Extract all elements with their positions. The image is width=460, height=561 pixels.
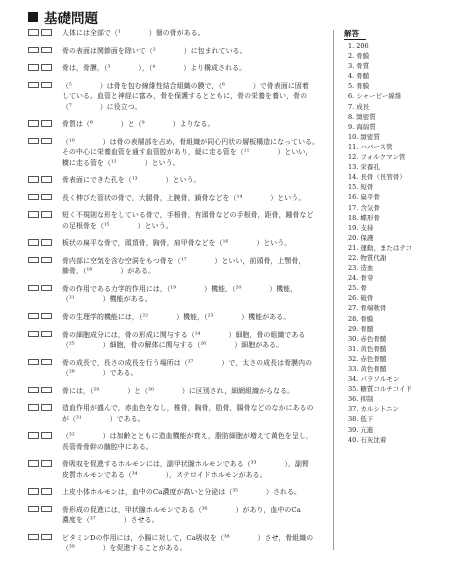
question-item <box>28 386 332 396</box>
question-text: 骨表面にできた孔を（¹³ ）という。 <box>62 176 201 185</box>
checkbox-icon[interactable] <box>41 239 52 246</box>
answer-item: 12. フォルクマン管 <box>348 153 406 162</box>
checkbox-icon[interactable] <box>28 47 39 54</box>
answer-item: 30. 赤色骨髄 <box>348 334 387 343</box>
question-text: 短く不規則な形をしている骨で，手根骨，有頭骨などの手根骨，距骨，踵骨など <box>62 211 314 220</box>
answer-item: 28. 骨膜 <box>348 314 374 323</box>
answer-item: 4. 骨髄 <box>348 72 370 81</box>
question-text: 骨の表面は関節面を除いて（² ）に包まれている。 <box>62 46 247 55</box>
answer-item: 36. 抑制 <box>348 395 374 404</box>
checkbox-icon[interactable] <box>28 387 39 394</box>
question-text: （⁷ ）に役立つ。 <box>62 102 142 111</box>
answer-item: 8. 緻密質 <box>348 112 376 121</box>
checkbox-icon[interactable] <box>28 239 39 246</box>
question-text: の足根骨を（¹⁵ ）という。 <box>62 221 173 230</box>
checkbox-icon[interactable] <box>41 29 52 36</box>
answer-item: 22. 物質代謝 <box>348 253 387 262</box>
answer-item: 31. 黄色骨髄 <box>348 344 387 353</box>
checkbox-icon[interactable] <box>41 211 52 218</box>
question-text: 骨の成長で，長さの成長を行う場所は（²⁷ ）で，太さの成長は骨膜内の <box>62 358 313 367</box>
checkbox-icon[interactable] <box>28 359 39 366</box>
check-boxes <box>28 29 52 36</box>
answers-list <box>348 41 412 445</box>
check-boxes <box>28 194 52 201</box>
question-text: 板状の扁平な骨で，頭頂骨，胸骨，肩甲骨などを（¹⁶ ）という。 <box>62 239 292 248</box>
check-boxes <box>28 64 52 71</box>
question-item <box>28 63 332 73</box>
question-text: 人体には全部で（¹ ）個の骨がある。 <box>62 29 205 37</box>
question-item <box>28 358 332 379</box>
question-list <box>28 28 332 561</box>
question-text: 皮質ホルモンである（³⁴ ），ステロイドホルモンがある。 <box>62 470 267 479</box>
checkbox-icon[interactable] <box>28 29 39 36</box>
question-text: （³² ）は加齢とともに造血機能が衰え，脂肪細胞が増えて黄色を呈し， <box>62 432 313 441</box>
checkbox-icon[interactable] <box>28 211 39 218</box>
check-boxes <box>28 47 52 54</box>
checkbox-icon[interactable] <box>28 120 39 127</box>
question-item <box>28 459 332 480</box>
question-text: している。血管と神経に富み，骨を保護するとともに，骨の栄養を養い，骨の <box>62 92 308 101</box>
check-boxes <box>28 211 52 218</box>
checkbox-icon[interactable] <box>41 257 52 264</box>
checkbox-icon[interactable] <box>41 506 52 513</box>
answer-item: 37. カルシトニン <box>348 405 399 414</box>
checkbox-icon[interactable] <box>28 534 39 541</box>
question-text: 骨形成の促進には，甲状腺ホルモンである（³⁶ ）があり，血中のCa <box>62 505 302 514</box>
question-item <box>28 46 332 56</box>
question-item <box>28 284 332 305</box>
question-item <box>28 487 332 497</box>
check-boxes <box>28 432 52 439</box>
question-text: 骨質は（⁸ ）と（⁹ ）よりなる。 <box>62 120 215 129</box>
answer-item: 40. 石灰沈着 <box>348 435 387 444</box>
question-item <box>28 238 332 248</box>
question-text: 骨は，骨膜，（³ ），（⁴ ）より構成される。 <box>62 64 247 73</box>
question-text: 長く伸びた管状の骨で，大腿骨，上腕骨，鎖骨などを（¹⁴ ）という。 <box>62 193 306 202</box>
answer-item: 1. 206 <box>348 42 369 50</box>
answer-item: 9. 海綿質 <box>348 122 376 131</box>
checkbox-icon[interactable] <box>41 460 52 467</box>
question-text: が（³¹ ）である。 <box>62 414 145 423</box>
answer-item: 35. 糖質コルチコイド <box>348 385 412 394</box>
question-text: 濃度を（³⁷ ）させる。 <box>62 516 159 525</box>
question-item <box>28 533 332 554</box>
check-boxes <box>28 534 52 541</box>
checkbox-icon[interactable] <box>41 64 52 71</box>
check-boxes <box>28 239 52 246</box>
answer-item: 13. 栄養孔 <box>348 163 380 172</box>
answer-item: 27. 骨端軟骨 <box>348 304 387 313</box>
check-boxes <box>28 257 52 264</box>
checkbox-icon[interactable] <box>28 257 39 264</box>
answer-item: 5. 骨膜 <box>348 82 370 91</box>
question-text: 造血作用が盛んで，赤血色をなし，椎骨，胸骨，肋骨，腸骨などのなかにあるの <box>62 404 314 413</box>
checkbox-icon[interactable] <box>28 488 39 495</box>
checkbox-icon[interactable] <box>41 120 52 127</box>
check-boxes <box>28 176 52 183</box>
checkbox-icon[interactable] <box>41 47 52 54</box>
answer-item: 26. 破骨 <box>348 294 374 303</box>
check-boxes <box>28 460 52 467</box>
checkbox-icon[interactable] <box>28 460 39 467</box>
answer-item: 20. 保護 <box>348 233 374 242</box>
checkbox-icon[interactable] <box>41 138 52 145</box>
answer-item: 3. 骨質 <box>348 62 370 71</box>
answer-item: 17. 含気骨 <box>348 203 380 212</box>
title-square-icon <box>28 12 38 22</box>
answers-title-underline <box>344 39 366 40</box>
checkbox-icon[interactable] <box>28 432 39 439</box>
question-text: その中心に栄養血管を通す血管腔があり，縦に走る管を（¹¹ ）といい， <box>62 148 313 157</box>
question-item <box>28 137 332 168</box>
answer-item: 24. 骨芽 <box>348 274 374 283</box>
checkbox-icon[interactable] <box>28 176 39 183</box>
checkbox-icon[interactable] <box>41 176 52 183</box>
answer-item: 16. 扁平骨 <box>348 193 380 202</box>
checkbox-icon[interactable] <box>41 285 52 292</box>
answer-item: 32. 赤色骨髄 <box>348 354 387 363</box>
question-text: （²¹ ）機能がある。 <box>62 295 152 304</box>
question-item <box>28 175 332 185</box>
question-text: 上皮小体ホルモンは，血中のCa濃度が高いと分泌は（³⁵ ）される。 <box>62 488 302 497</box>
check-boxes <box>28 404 52 411</box>
check-boxes <box>28 331 52 338</box>
question-text: ビタミンDの作用には，小腸に対して，Ca吸収を（³⁸ ）させ，骨組織の <box>62 533 314 542</box>
question-text: （²⁸ ）である。 <box>62 368 138 377</box>
question-text: 骨には，（²⁹ ）と（³⁰ ）に区別され，細網組織からなる。 <box>62 386 295 395</box>
question-text: 骨の細胞成分には，骨の形成に関与する（²⁴ ）細胞，骨の組織である <box>62 330 306 339</box>
question-text: 骨の生理学的機能には，（²² ）機能，（²³ ）機能がある。 <box>62 312 291 321</box>
answer-item: 39. 亢進 <box>348 425 374 434</box>
question-item <box>28 119 332 129</box>
answers-title: 解答 <box>344 29 359 38</box>
question-item <box>28 28 332 38</box>
check-boxes <box>28 488 52 495</box>
checkbox-icon[interactable] <box>28 138 39 145</box>
question-text: （²⁵ ）細胞，骨の解体に関与する（²⁶ ）細胞がある。 <box>62 340 284 349</box>
question-text: （⁵ ）は骨を包む線維性結合組織の膜で，（⁶ ）で骨表面に固着 <box>62 81 309 90</box>
check-boxes <box>28 285 52 292</box>
question-text: 長管骨骨幹の髄腔中にある。 <box>62 442 153 451</box>
question-item <box>28 330 332 351</box>
answer-item: 11. ハバース管 <box>348 142 393 151</box>
checkbox-icon[interactable] <box>41 194 52 201</box>
question-item <box>28 312 332 322</box>
checkbox-icon[interactable] <box>28 331 39 338</box>
answer-item: 15. 短骨 <box>348 183 374 192</box>
check-boxes <box>28 82 52 89</box>
question-item <box>28 505 332 526</box>
question-text: 篩骨，（¹⁸ ）がある。 <box>62 267 156 276</box>
answer-item: 29. 骨髄 <box>348 324 374 333</box>
answer-item: 14. 長骨（長管骨） <box>348 173 406 182</box>
question-text: 横に走る管を（¹² ）という。 <box>62 158 180 167</box>
checkbox-icon[interactable] <box>28 285 39 292</box>
checkbox-icon[interactable] <box>28 82 39 89</box>
answer-item: 33. 黄色骨髄 <box>348 365 387 373</box>
checkbox-icon[interactable] <box>41 534 52 541</box>
checkbox-icon[interactable] <box>41 82 52 89</box>
question-text: 骨の作用である力学的作用には，（¹⁹ ）機能，（²⁰ ）機能， <box>62 284 298 293</box>
checkbox-icon[interactable] <box>28 404 39 411</box>
question-text: （¹⁰ ）は骨の表層部を占め，骨組織が同心円状の層板構造になっている。 <box>62 137 320 146</box>
checkbox-icon[interactable] <box>41 387 52 394</box>
column-divider <box>333 30 334 550</box>
page-title-text: 基礎問題 <box>44 11 98 27</box>
question-text: 骨内部に空気を含む空洞をもつ骨を（¹⁷ ）といい，前頭骨，上顎骨， <box>62 256 306 265</box>
page-title <box>28 7 98 27</box>
answer-item: 10. 緻密質 <box>348 132 380 141</box>
question-item <box>28 256 332 277</box>
checkbox-icon[interactable] <box>41 359 52 366</box>
question-item <box>28 403 332 424</box>
question-item <box>28 431 332 452</box>
answer-item: 23. 造血 <box>348 264 374 273</box>
checkbox-icon[interactable] <box>28 194 39 201</box>
answer-item: 34. パラソルモン <box>348 375 400 384</box>
answer-item: 18. 蝶形骨 <box>348 213 380 222</box>
check-boxes <box>28 313 52 320</box>
checkbox-icon[interactable] <box>28 313 39 320</box>
check-boxes <box>28 359 52 366</box>
answer-item: 2. 骨膜 <box>348 52 370 61</box>
question-item <box>28 210 332 231</box>
checkbox-icon[interactable] <box>41 331 52 338</box>
checkbox-icon[interactable] <box>41 488 52 495</box>
answer-item: 38. 低下 <box>348 415 374 424</box>
check-boxes <box>28 506 52 513</box>
answer-item: 19. 支持 <box>348 223 374 232</box>
check-boxes <box>28 120 52 127</box>
checkbox-icon[interactable] <box>41 404 52 411</box>
question-text: 骨吸収を促進するホルモンには，副甲状腺ホルモンである（³³ ），副腎 <box>62 460 309 469</box>
question-item <box>28 193 332 203</box>
question-text: （³⁹ ）を促進することがある。 <box>62 544 187 553</box>
check-boxes <box>28 387 52 394</box>
check-boxes <box>28 138 52 145</box>
answer-item: 25. 骨 <box>348 284 367 293</box>
checkbox-icon[interactable] <box>41 313 52 320</box>
question-item <box>28 81 332 112</box>
checkbox-icon[interactable] <box>28 64 39 71</box>
answer-item: 7. 成長 <box>348 102 370 111</box>
answer-item: 21. 運動，またはテコ <box>348 243 413 252</box>
checkbox-icon[interactable] <box>41 432 52 439</box>
answer-item: 6. シャーピー線維 <box>348 92 402 101</box>
checkbox-icon[interactable] <box>28 506 39 513</box>
